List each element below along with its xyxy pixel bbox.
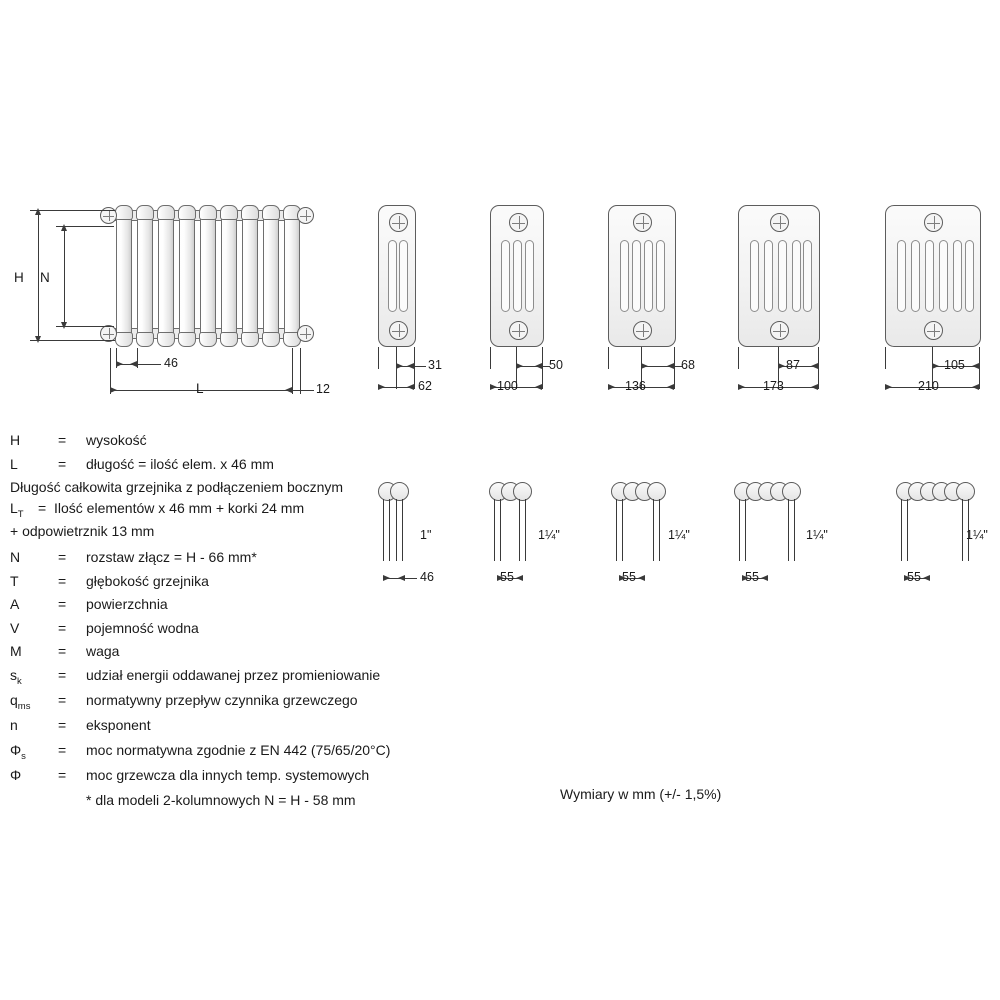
legend-text: Długość całkowita grzejnika z podłączeniem bocznym (10, 479, 344, 495)
legend-text: głębokość grzejnika (86, 572, 209, 589)
legend-symbol: $q_{ms}$ (10, 691, 31, 712)
thread-size: 1¼" (806, 528, 828, 542)
legend-symbol: M (10, 643, 22, 659)
section-slot (399, 240, 408, 312)
legend-row-vent-note (10, 523, 480, 549)
section-plug-bottom (389, 321, 408, 340)
top-view-pipe (622, 499, 623, 561)
h-dimension-line (38, 212, 39, 340)
front-column-cap (136, 205, 154, 220)
front-column-cap (262, 205, 280, 220)
top-view-circle (782, 482, 801, 501)
inner-depth-value: 50 (549, 358, 563, 372)
legend-row-a (10, 596, 480, 620)
legend-symbol: A (10, 596, 20, 612)
top-view-pipe (907, 499, 908, 561)
section-body (885, 205, 981, 347)
outer-depth-arrow-left (738, 384, 745, 390)
legend-symbol: n (10, 716, 18, 733)
legend-text: + odpowietrznik 13 mm (10, 523, 155, 539)
outer-depth-arrow-right (667, 384, 674, 390)
front-column-cap (220, 332, 238, 347)
n-dimension-line (64, 228, 65, 326)
outer-depth-arrow-right (972, 384, 979, 390)
legend-row-h (10, 432, 480, 456)
top-view-pipe (659, 499, 660, 561)
outer-depth-arrow-left (608, 384, 615, 390)
l-arrow-right (285, 387, 292, 393)
inner-depth-leader (414, 366, 426, 367)
depth-ext-a (738, 347, 739, 369)
legend-symbol: $L_T$ (10, 500, 24, 520)
n-label: N (40, 270, 50, 285)
h-label: H (14, 270, 24, 285)
section-plug-bottom (924, 321, 943, 340)
thread-size: 1" (420, 528, 432, 542)
pitch-arrow-left (116, 361, 123, 367)
front-column (137, 214, 153, 334)
outer-depth-value: 210 (918, 379, 939, 393)
top-dim-arrow-right (761, 575, 768, 581)
legend-row-t (10, 573, 480, 597)
inner-depth-arrow-right (811, 363, 818, 369)
depth-ext-a (885, 347, 886, 369)
legend-equals: = (58, 455, 67, 472)
legend-text: pojemność wodna (86, 619, 199, 636)
top-view-pipe (525, 499, 526, 561)
front-column-cap (157, 332, 175, 347)
legend-row-lt (10, 500, 480, 523)
top-view-circle (513, 482, 532, 501)
end-leader (300, 390, 314, 391)
section-slot (939, 240, 948, 312)
pitch-arrow-right (130, 361, 137, 367)
inner-depth-value: 87 (786, 358, 800, 372)
depth-ext-a (378, 347, 379, 369)
legend-text: Ilość elementów x 46 mm + korki 24 mm (54, 500, 305, 516)
section-slot (803, 240, 812, 312)
section-slot (965, 240, 974, 312)
section-body (378, 205, 416, 347)
legend-text: udział energii oddawanej przez promieniowanie (86, 666, 381, 683)
section-slot (501, 240, 510, 312)
legend-equals: = (58, 691, 67, 708)
legend-equals: = (58, 643, 67, 659)
front-column-cap (262, 332, 280, 347)
depth-ext-b (818, 347, 819, 389)
pitch-value: 46 (164, 356, 178, 370)
section-body (738, 205, 820, 347)
legend-row-phi-s (10, 742, 480, 767)
inner-depth-arrow-left (396, 363, 403, 369)
legend-equals: = (58, 619, 67, 636)
section-plug-top (633, 213, 652, 232)
section-slot (750, 240, 759, 312)
legend-row-phi (10, 767, 480, 792)
legend-symbol-subscript: ms (17, 700, 31, 712)
top-view-pipe (962, 499, 963, 561)
section-plug-top (924, 213, 943, 232)
legend-equals: = (58, 666, 67, 683)
section-plug-top (770, 213, 789, 232)
depth-ext-a (608, 347, 609, 369)
top-view-pipe (739, 499, 740, 561)
front-column-cap (136, 332, 154, 347)
inner-depth-value: 105 (944, 358, 965, 372)
inner-depth-arrow-right (972, 363, 979, 369)
legend-text: normatywny przepływ czynnika grzewczego (86, 691, 358, 708)
front-column-cap (178, 332, 196, 347)
top-dim-arrow-right (516, 575, 523, 581)
legend-symbol: V (10, 619, 20, 636)
legend-text: waga (86, 643, 120, 659)
section-plug-top (509, 213, 528, 232)
section-slot (764, 240, 773, 312)
end-offset-value: 12 (316, 382, 330, 396)
legend-row-qms (10, 692, 480, 717)
top-view-pipe (500, 499, 501, 561)
front-column (263, 214, 279, 334)
top-view-pipe (745, 499, 746, 561)
l-value: L (196, 381, 204, 396)
legend-footnote: * dla modeli 2-kolumnowych N = H - 58 mm (86, 791, 356, 808)
front-column-cap (199, 332, 217, 347)
front-column (242, 214, 258, 334)
inner-depth-arrow-right (407, 363, 414, 369)
depth-ext-b (979, 347, 980, 389)
outer-depth-arrow-right (535, 384, 542, 390)
front-view-body (110, 206, 308, 346)
section-slot (925, 240, 934, 312)
legend-text: długość = ilość elem. x 46 mm (86, 455, 274, 472)
legend-symbol: $\Phi_s$ (10, 741, 26, 762)
thread-size: 1¼" (538, 528, 560, 542)
legend-row-n (10, 549, 480, 573)
top-view-pipe (494, 499, 495, 561)
legend-row-sk (10, 667, 480, 692)
inner-depth-value: 68 (681, 358, 695, 372)
legend-text: wysokość (86, 432, 147, 448)
end-dimension-line (292, 390, 300, 391)
section-body (490, 205, 544, 347)
outer-depth-arrow-left (378, 384, 385, 390)
section-slot (656, 240, 665, 312)
inner-depth-arrow-left (641, 363, 648, 369)
top-dim-arrow-right (923, 575, 930, 581)
top-view-pipe (519, 499, 520, 561)
top-dim-arrow-right (638, 575, 645, 581)
legend-text: moc grzewcza dla innych temp. systemowych (86, 766, 370, 783)
legend-equals: = (58, 596, 67, 612)
h-extension-bottom (30, 340, 115, 341)
legend-symbol-subscript: k (17, 675, 22, 687)
h-extension-top (30, 210, 115, 211)
legend-row-v (10, 620, 480, 644)
top-view-pipe (653, 499, 654, 561)
front-column-cap (115, 332, 133, 347)
front-column-cap (241, 205, 259, 220)
end-ext-right (300, 348, 301, 394)
top-dim-value: 55 (745, 570, 759, 584)
n-extension-top (56, 226, 114, 227)
legend-row-n-exp (10, 717, 480, 742)
top-dim-value: 55 (907, 570, 921, 584)
section-slot (525, 240, 534, 312)
legend-equals: = (58, 549, 67, 565)
section-slot (792, 240, 801, 312)
front-column (200, 214, 216, 334)
outer-depth-value: 136 (625, 379, 646, 393)
front-column-cap (178, 205, 196, 220)
front-column-cap (241, 332, 259, 347)
units-note: Wymiary w mm (+/- 1,5%) (560, 786, 722, 802)
depth-ext-b (542, 347, 543, 389)
inner-depth-value: 31 (428, 358, 442, 372)
outer-depth-arrow-left (885, 384, 892, 390)
l-arrow-left (110, 387, 117, 393)
legend-symbol: H (10, 432, 21, 448)
inner-depth-arrow-right (667, 363, 674, 369)
top-view-circle (956, 482, 975, 501)
front-column-cap (157, 205, 175, 220)
top-view-pipe (901, 499, 902, 561)
depth-ext-b (674, 347, 675, 389)
legend-symbol: N (10, 549, 21, 565)
legend-symbol: T (10, 572, 19, 589)
thread-size: 1¼" (668, 528, 690, 542)
top-view-circle (647, 482, 666, 501)
legend-text: eksponent (86, 716, 151, 733)
legend-text: moc normatywna zgodnie z EN 442 (75/65/20°C) (86, 741, 391, 758)
top-view-pipe (616, 499, 617, 561)
section-body (608, 205, 676, 347)
legend-equals: = (38, 500, 47, 516)
section-slot (632, 240, 641, 312)
section-slot (620, 240, 629, 312)
section-slot (388, 240, 397, 312)
legend-equals: = (58, 572, 67, 589)
depth-ext-b (414, 347, 415, 389)
legend-symbol-subscript: s (21, 750, 26, 762)
section-plug-bottom (509, 321, 528, 340)
legend-row-l (10, 456, 480, 480)
legend-symbol-subscript: T (17, 508, 24, 520)
legend-symbol: Φ (10, 766, 22, 783)
front-column (284, 214, 300, 334)
section-slot (953, 240, 962, 312)
legend-equals: = (58, 741, 67, 758)
inner-depth-arrow-left (778, 363, 785, 369)
legend-row-m (10, 643, 480, 667)
l-ext-right (292, 348, 293, 394)
front-column-cap (199, 205, 217, 220)
section-slot (513, 240, 522, 312)
legend-equals: = (58, 716, 67, 733)
thread-size: 1¼" (966, 528, 988, 542)
pitch-ext-right (137, 348, 138, 368)
top-dim-value: 46 (420, 570, 434, 584)
outer-depth-value: 62 (418, 379, 432, 393)
legend-text: rozstaw złącz = H - 66 mm* (86, 549, 257, 565)
legend-symbol: L (10, 455, 18, 472)
outer-depth-value: 100 (497, 379, 518, 393)
front-column-cap (220, 205, 238, 220)
section-plug-top (389, 213, 408, 232)
legend-row-footnote (10, 792, 480, 814)
top-view-pipe (788, 499, 789, 561)
section-slot (778, 240, 787, 312)
section-plug-bottom (633, 321, 652, 340)
section-plug-bottom (770, 321, 789, 340)
legend-text: powierzchnia (86, 596, 168, 612)
connection-plug (297, 207, 314, 224)
inner-depth-arrow-left (932, 363, 939, 369)
section-slot (911, 240, 920, 312)
front-column (116, 214, 132, 334)
top-dim-value: 55 (500, 570, 514, 584)
pitch-leader (137, 364, 161, 365)
outer-depth-arrow-right (811, 384, 818, 390)
legend-symbol: $s_k$ (10, 666, 22, 687)
section-slot (897, 240, 906, 312)
section-slot (644, 240, 653, 312)
front-column-cap (115, 205, 133, 220)
outer-depth-arrow-left (490, 384, 497, 390)
n-extension-bottom (56, 326, 114, 327)
inner-depth-arrow-right (535, 363, 542, 369)
legend-equals: = (58, 766, 67, 783)
depth-ext-a (490, 347, 491, 369)
top-dim-value: 55 (622, 570, 636, 584)
top-view-pipe (794, 499, 795, 561)
front-column (158, 214, 174, 334)
front-column (221, 214, 237, 334)
front-column (179, 214, 195, 334)
legend-equals: = (58, 432, 67, 448)
inner-depth-arrow-left (516, 363, 523, 369)
legend (10, 432, 480, 814)
connection-plug (297, 325, 314, 342)
legend-row-total-length-note (10, 479, 480, 500)
outer-depth-value: 173 (763, 379, 784, 393)
outer-depth-arrow-right (407, 384, 414, 390)
